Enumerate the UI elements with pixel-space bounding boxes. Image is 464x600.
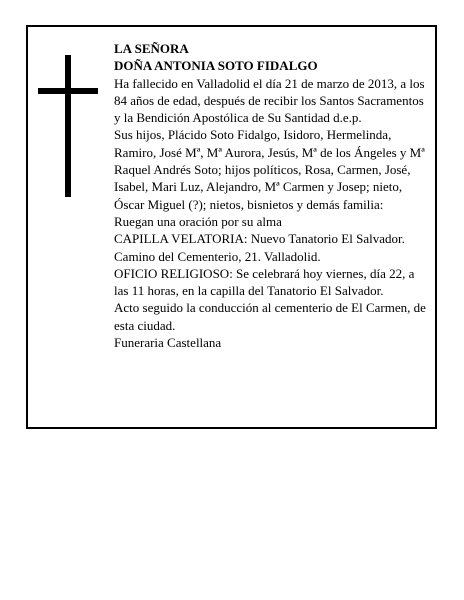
prayer-request: Ruegan una oración por su alma — [114, 213, 282, 229]
procession-info: Acto seguido la conducción al cementerio de El Carmen, de esta ciudad. — [114, 300, 426, 333]
cross-vertical-bar — [65, 55, 71, 197]
cross-horizontal-bar — [38, 88, 98, 94]
death-announcement: Ha fallecido en Valladolid el día 21 de marzo de 2013, a los 84 años de edad, después de recibir los Santos Sacramentos y la Bendición Apostólica de Su Santidad d.e.p. — [114, 75, 425, 126]
deceased-name: DOÑA ANTONIA SOTO FIDALGO — [114, 58, 318, 74]
cross-icon — [38, 55, 98, 197]
service-info: OFICIO RELIGIOSO: Se celebrará hoy viernes, día 22, a las 11 horas, en la capilla del Tanatorio El Salvador. — [114, 265, 415, 299]
notice-text — [114, 40, 432, 351]
funeral-home: Funeraria Castellana — [114, 335, 222, 351]
chapel-info: CAPILLA VELATORIA: Nuevo Tanatorio El Salvador. Camino del Cementerio, 21. Valladolid. — [114, 231, 405, 264]
family-list: Sus hijos, Plácido Soto Fidalgo, Isidoro, Hermelinda, Ramiro, José Mª, Mª Aurora, Jesús, Mª de los Ángeles y Mª Raquel Andrés Soto; hijos políticos, Rosa, Carmen, José, Isabel, Mari Luz, Alejandro, Mª Carmen y Josep; nieto, Óscar Miguel (?); nietos, bisnietos y demás familia: — [114, 127, 425, 212]
notice-heading-title: LA SEÑORA — [114, 41, 189, 56]
